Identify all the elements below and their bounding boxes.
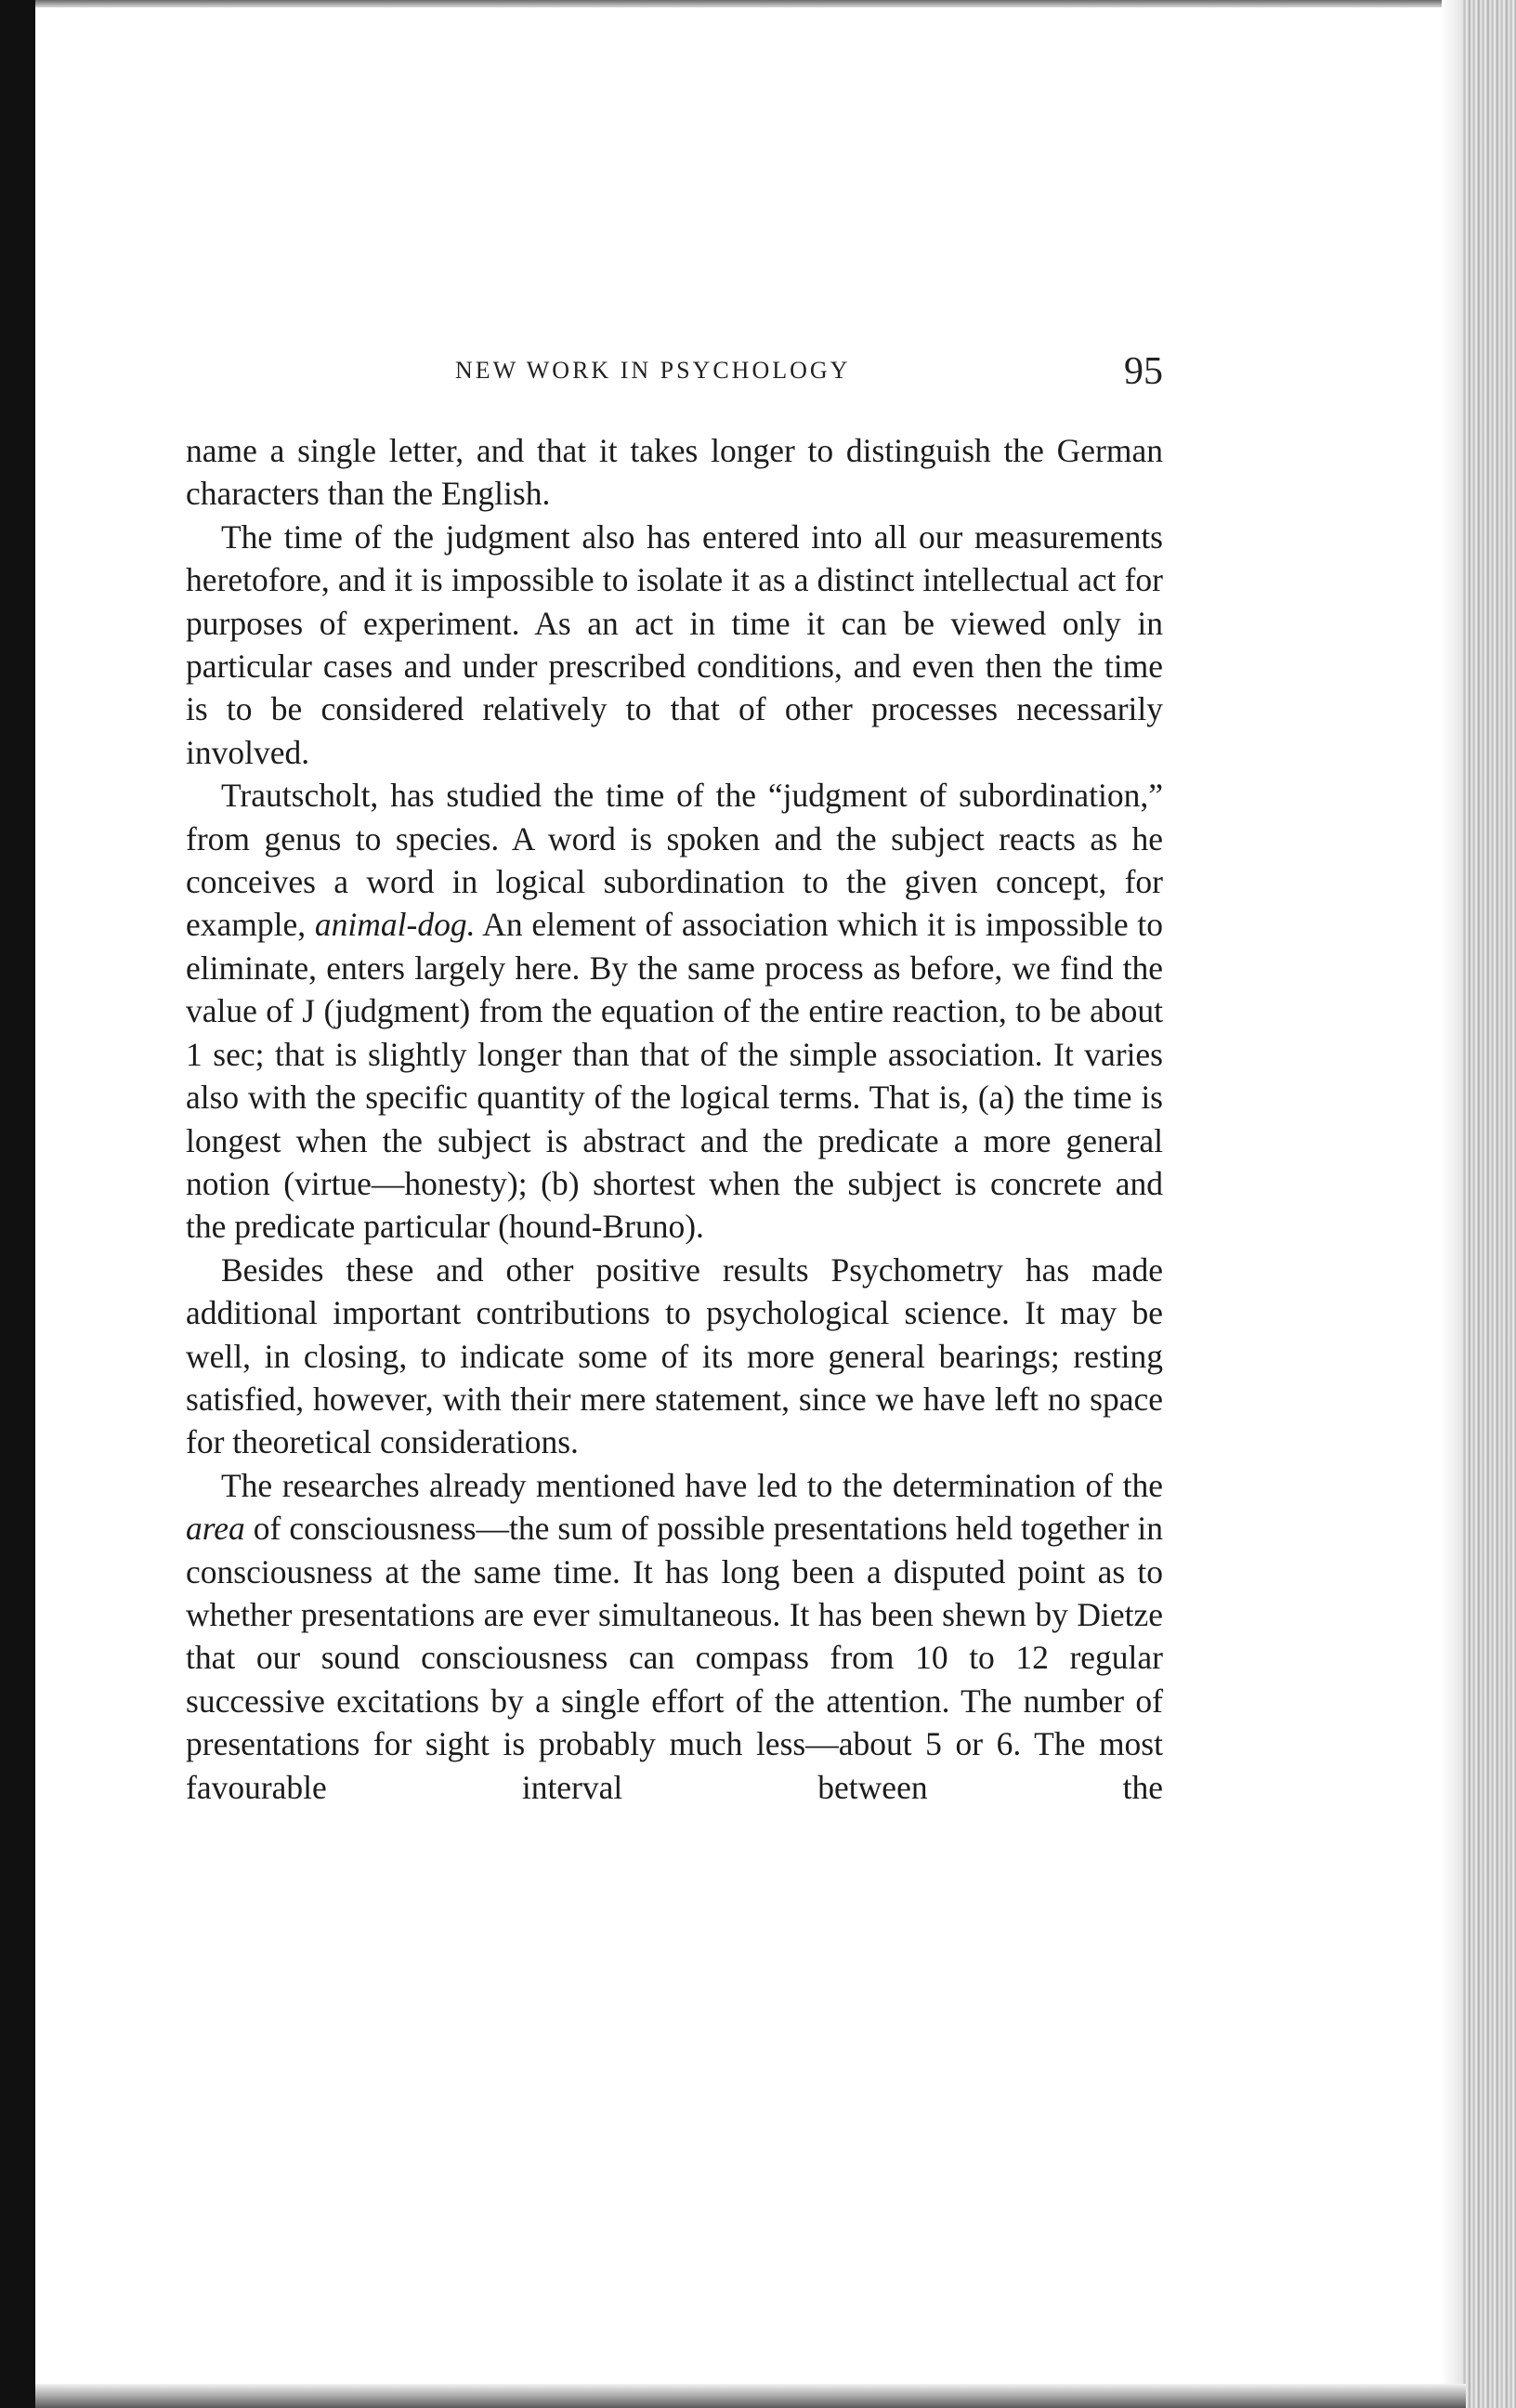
page-top-edge bbox=[35, 0, 1466, 7]
book-spine-shadow bbox=[0, 0, 35, 2408]
paragraph-5-part-b: of consciousness—the sum of possible presentations held together in consciousness at the same time. It has long been a disputed point as to whether presentations are ever simultaneous. It has been shewn by Dietze that our sound consciousness can compass from 10 to 12 regular successive excitations by a single effort of the attention. The number of presentations for sight is probably much less—about 5 or 6. The most favourable interval between the bbox=[186, 1510, 1163, 1806]
paragraph-5-part-a: The researches already mentioned have led to the determination of the bbox=[221, 1466, 1163, 1504]
paragraph-3-part-b: An element of association which it is impossible to eliminate, enters largely here. By the same process as before, we find the value of J (judgment) from the equation of the entire reaction, to be about 1 sec; that is slightly longer than that of the simple association. It varies also with the specific quantity of the logical terms. That is, (a) the time is longest when the subject is abstract and the predicate a more general notion (virtue—honesty); (b) shortest when the subject is concrete and the predicate particular (hound-Bruno). bbox=[186, 906, 1163, 1246]
paragraph-2: The time of the judgment also has entered into all our measurements heretofore, and it is impossible to isolate it as a distinct intellectual act for purposes of experiment. As an act in time it can be viewed only in particular cases and under prescribed conditions, and even then the time is to be considered relatively to that of other processes necessarily involved. bbox=[186, 517, 1163, 771]
paragraph-4: Besides these and other positive results Psychometry has made additional important contributions to psychological science. It may be well, in closing, to indicate some of its more general bearings; resting satisfied, however, with their mere statement, since we have left no space for theoretical considerations. bbox=[186, 1250, 1163, 1461]
page-number: 95 bbox=[1124, 350, 1163, 393]
paragraph-1: name a single letter, and that it takes longer to distinguish the German characters than the English. bbox=[186, 432, 1163, 513]
page-right-shadow bbox=[1442, 0, 1462, 2408]
running-title: NEW WORK IN PSYCHOLOGY bbox=[455, 357, 851, 384]
page-stack-edge bbox=[1462, 0, 1516, 2408]
body-text bbox=[186, 429, 1163, 1809]
paragraph-3 bbox=[186, 774, 1163, 1248]
paragraph-3-part-a: Trautscholt, has studied the time of the “judgment of subordination,” from genus to species. A word is spoken and the subject reacts as he conceives a word in logical subordination to the given concept, for example, bbox=[186, 777, 1163, 944]
italic-area: area bbox=[186, 1510, 245, 1548]
page-bottom-edge bbox=[35, 2384, 1466, 2408]
running-header bbox=[186, 350, 1163, 399]
paragraph-5 bbox=[186, 1464, 1163, 1809]
italic-example: animal-dog. bbox=[314, 906, 476, 944]
